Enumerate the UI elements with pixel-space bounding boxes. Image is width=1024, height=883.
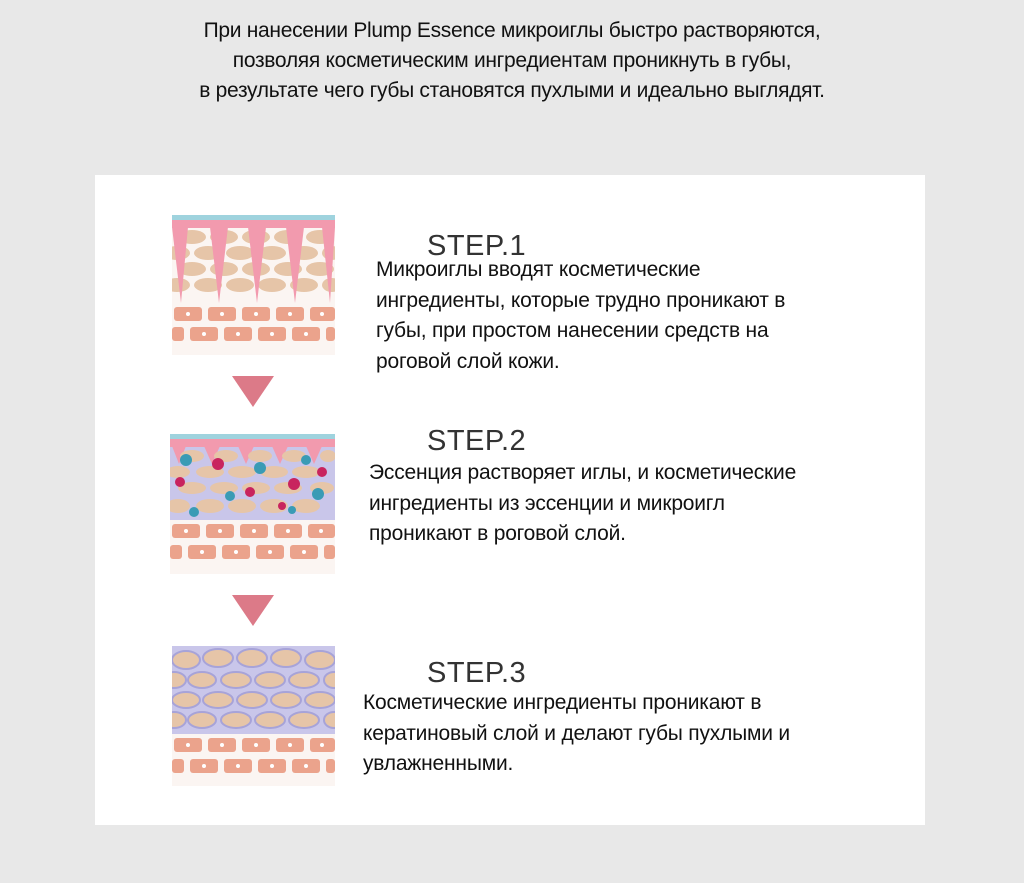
step1-skin-illustration [172,215,335,355]
step1-line-1: Микроиглы вводят косметические [376,258,701,281]
step2-title: STEP.2 [427,425,527,457]
step2-line-3: проникают в роговой слой. [369,522,626,545]
step1-line-4: роговой слой кожи. [376,349,560,373]
step1-line-2: ингредиенты, которые трудно проникают в [376,288,786,312]
step2-line-1: Эссенция растворяет иглы, и косметические [369,461,797,484]
step3-line-3: увлажненными. [363,752,514,775]
intro-line-1: При нанесении Plump Essence микроиглы быстро растворяются, [203,19,821,42]
intro-text [0,16,1024,106]
step1-title: STEP.1 [427,230,527,262]
step3-description [363,688,790,780]
intro-line-3: в результате чего губы становятся пухлыми и идеально выглядят. [199,79,825,102]
arrow-down-icon [232,595,274,626]
step3-skin-illustration [172,646,335,786]
steps-card [95,175,925,825]
step1-line-3: губы, при простом нанесении средств на [376,319,769,342]
step3-title: STEP.3 [427,657,527,689]
intro-line-2: позволяя косметическим ингредиентам проникнуть в губы, [232,49,792,72]
step2-line-2: ингредиенты из эссенции и микроигл [369,491,725,515]
step1-description [376,255,785,377]
step2-description [369,458,796,550]
step2-skin-illustration [170,434,335,574]
step3-line-2: кератиновый слой и делают губы пухлыми и [363,721,790,745]
step3-line-1: Косметические ингредиенты проникают в [363,691,762,714]
arrow-down-icon [232,376,274,407]
